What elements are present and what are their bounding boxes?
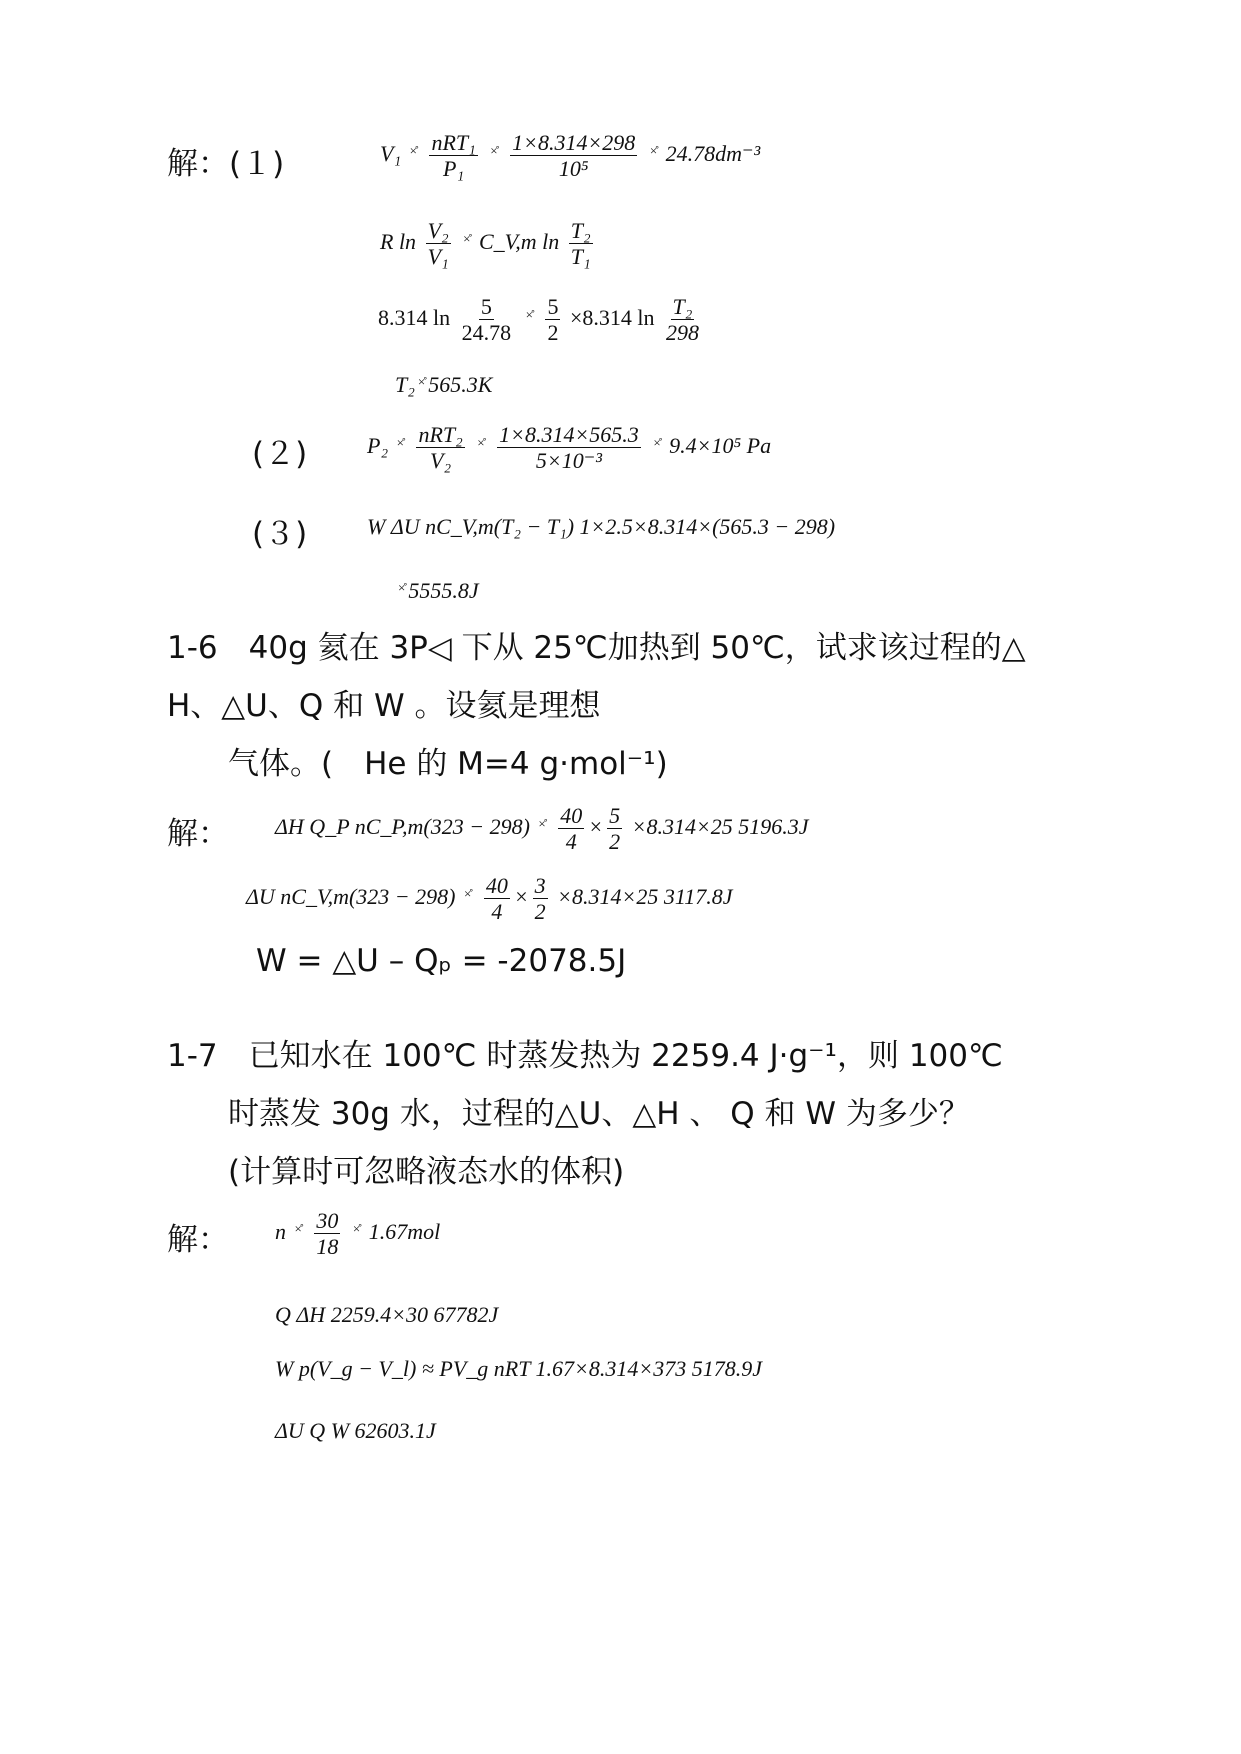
equation-work: W ΔU nC_V,m(T₂ − T₁) 1×2.5×8.314×(565.3 − 298) — [367, 514, 836, 539]
problem-1-7-line2: 时蒸发 30g 水，过程的△U、△H 、 Q 和 W 为多少？ — [228, 1096, 970, 1132]
problem-1-6-line1: 1-6 40g 氦在 3P◁ 下从 25℃加热到 50℃，试求该过程的△ — [167, 630, 1026, 666]
equation-work-result: ×̊ 5555.8J — [398, 578, 479, 603]
equation-work-1-7: W p(V_g − V_l) ≈ PV_g nRT 1.67×8.314×373 5178.9J — [275, 1356, 762, 1381]
problem-1-6-line3: 气体。( He 的 M=4 g·mol⁻¹) — [228, 746, 668, 782]
equation-t2: T₂ ×̊ 565.3K — [395, 372, 493, 397]
equation-work-1-6: W = △U – Qₚ = -2078.5J — [256, 943, 627, 979]
equation-enthalpy: ΔH Q_P nC_P,m(323 − 298) ×̊ $\frac{40}{4}$ × $\frac{5}{2}$ ×8.314×25 5196.3J — [275, 803, 809, 855]
equation-p2: P₂ ×̊ $\frac{\text{nRT₂}}{\text{V₂}}$ ×̊ $\frac{1\times 8.314\times 565.3}{\text{5×10⁻³}}$ ×̊ 9.4×10⁵ Pa — [367, 422, 772, 474]
solution-label-1-6: 解： — [167, 816, 229, 852]
solution-label-1-7: 解： — [167, 1222, 229, 1258]
equation-entropy: R ln $\frac{\text{V₂}}{\text{V₁}}$ ×̊ C_V,m ln $\frac{\text{T₂}}{\text{T₁}}$ — [380, 218, 591, 270]
equation-internal-energy-1-7: ΔU Q W 62603.1J — [275, 1418, 436, 1443]
fraction: $\frac{1\times 8.314\times 298}{\text{10⁵}}$ — [512, 130, 636, 182]
solution-label-3: (３) — [252, 516, 308, 552]
problem-1-7-line3: (计算时可忽略液态水的体积) — [228, 1154, 625, 1190]
equation-internal-energy: ΔU nC_V,m(323 − 298) ×̊ $\frac{40}{4}$ × $\frac{3}{2}$ ×8.314×25 3117.8J — [246, 873, 733, 925]
solution-label-1: 解：(１) — [167, 146, 285, 182]
equation-heat: Q ΔH 2259.4×30 67782J — [275, 1302, 499, 1327]
problem-1-6-line2: H、△U、Q 和 W 。设氦是理想 — [167, 688, 601, 724]
eq-lhs: V₁ — [380, 140, 402, 166]
eq-result: 24.78dm⁻³ — [665, 140, 761, 166]
solution-label-2: (２) — [252, 436, 308, 472]
fraction: $\frac{\text{nRT₁}}{\text{P₁}}$ — [431, 130, 476, 182]
equation-moles: n ×̊ $\frac{30}{18}$ ×̊ 1.67mol — [275, 1208, 441, 1260]
equation-numeric: 8.314 ln $\frac{5}{24.78}$ ×̊ $\frac{5}{2}$ ×8.314 ln $\frac{\text{T₂}}{298}$ — [378, 294, 699, 346]
problem-1-7-line1: 1-7 已知水在 100℃ 时蒸发热为 2259.4 J·g⁻¹，则 100℃ — [167, 1038, 1003, 1074]
equation-v1: V₁ ×̊ $\frac{\text{nRT₁}}{\text{P₁}}$ ×̊ $\frac{1\times 8.314\times 298}{\text{10⁵}}$ ×̊ 24.78dm⁻³ — [380, 130, 761, 182]
